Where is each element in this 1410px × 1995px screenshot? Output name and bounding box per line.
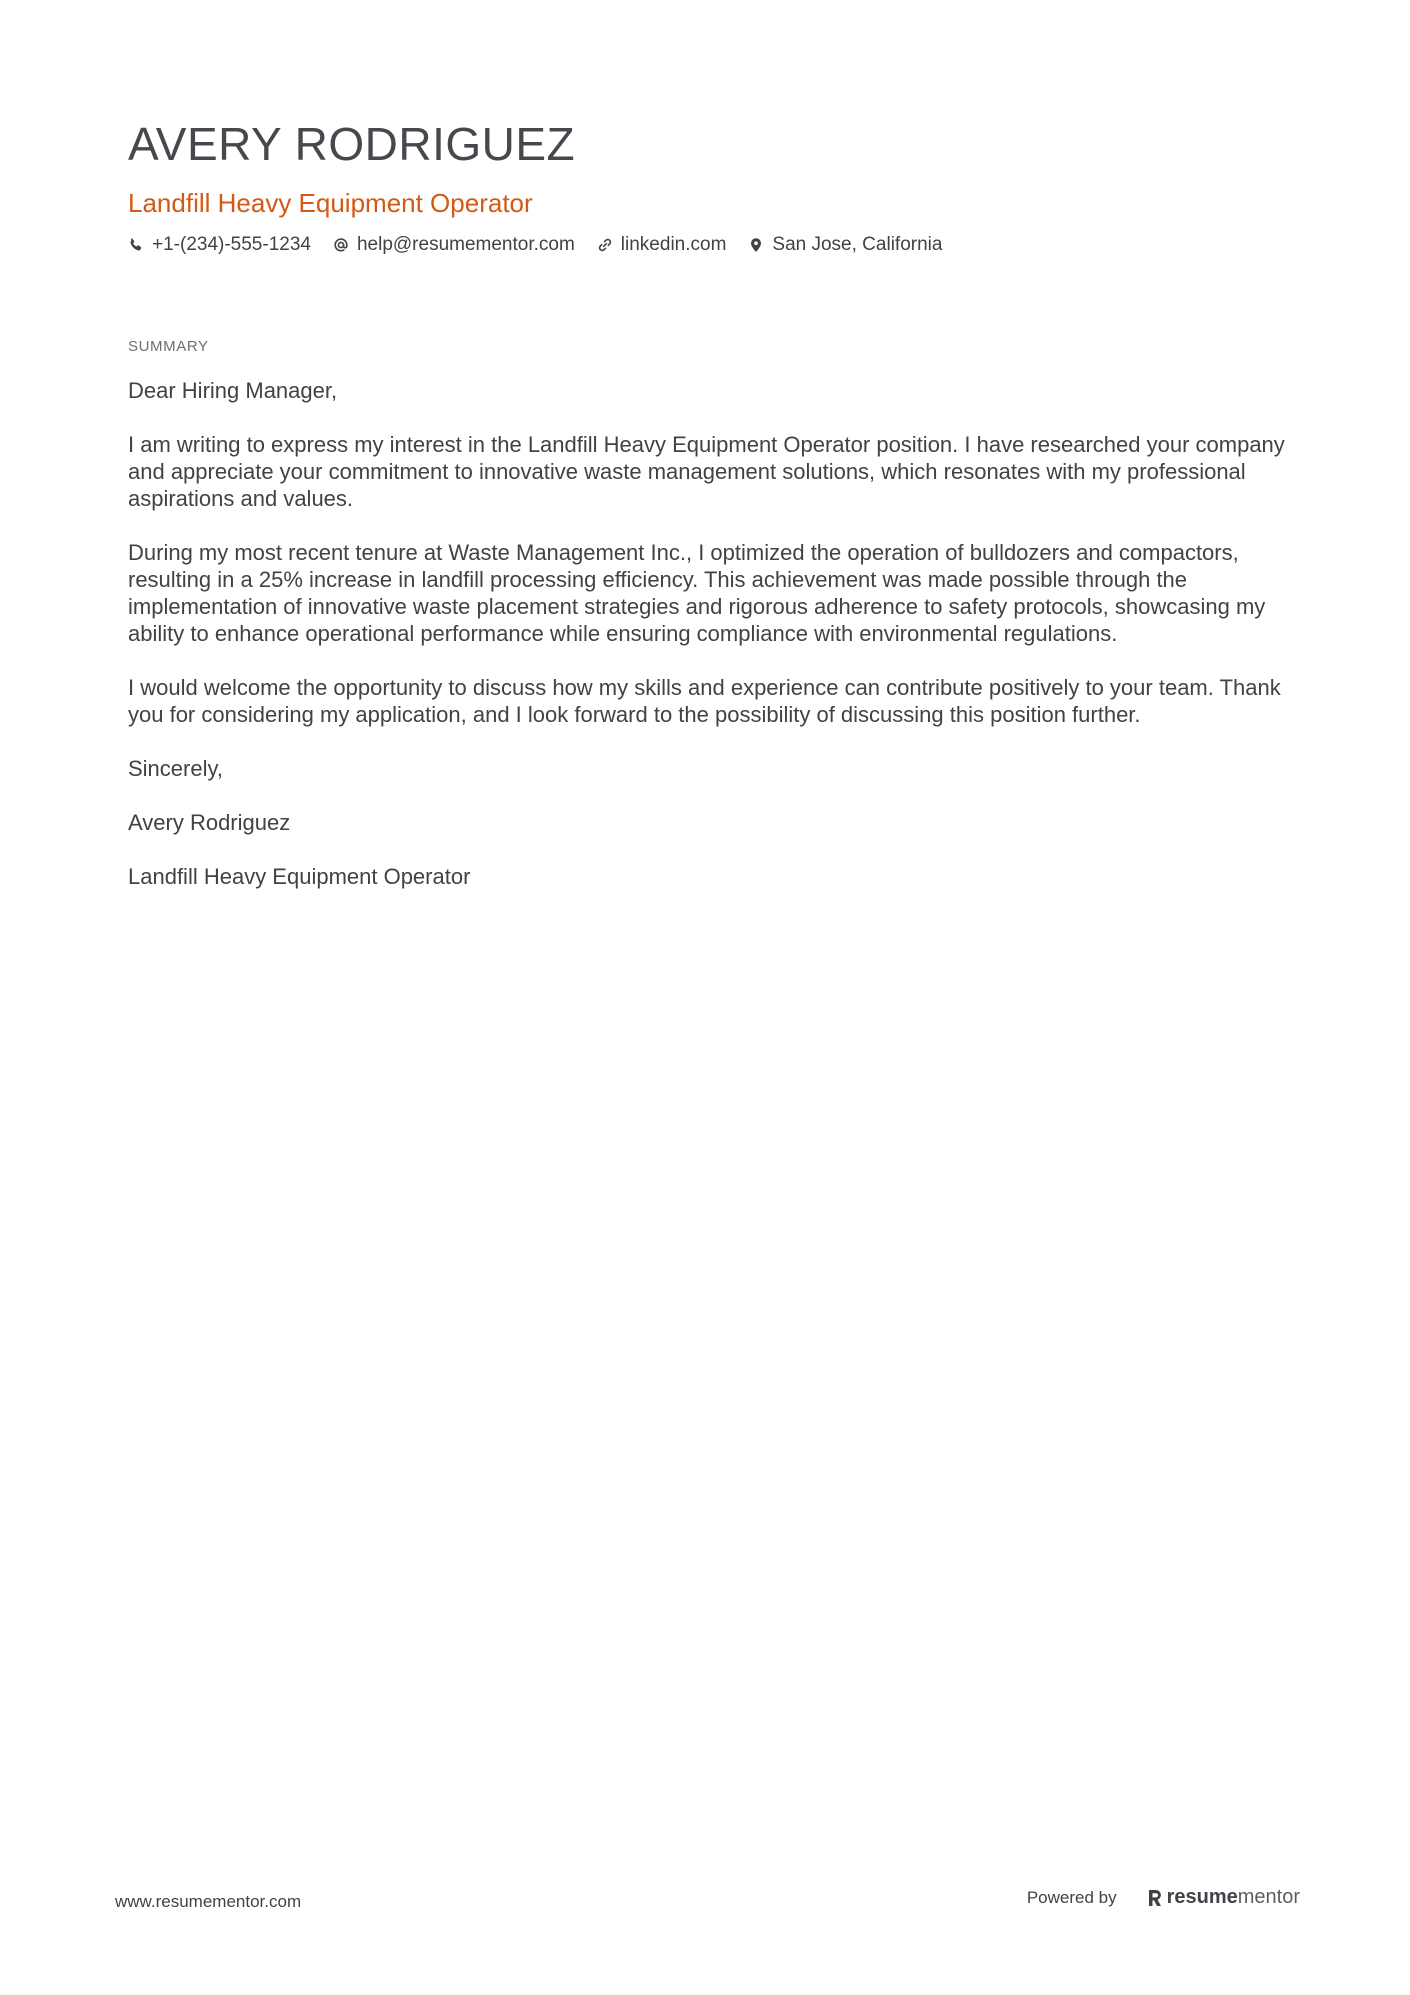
phone-text: +1-(234)-555-1234 bbox=[152, 234, 311, 255]
at-icon bbox=[333, 237, 349, 253]
candidate-name: AVERY RODRIGUEZ bbox=[128, 118, 576, 170]
linkedin-text: linkedin.com bbox=[620, 234, 727, 255]
contact-phone bbox=[128, 232, 311, 258]
contact-email bbox=[333, 232, 575, 258]
job-title: Landfill Heavy Equipment Operator bbox=[128, 188, 533, 218]
location-text: San Jose, California bbox=[772, 234, 943, 255]
salutation: Dear Hiring Manager, bbox=[128, 378, 338, 403]
contact-info bbox=[128, 232, 1288, 258]
footer-powered-by bbox=[1027, 1886, 1300, 1909]
letter-body bbox=[128, 338, 1298, 917]
email-text: help@resumementor.com bbox=[356, 234, 575, 255]
resumementor-logo-icon bbox=[1147, 1888, 1163, 1908]
paragraph-closing: I would welcome the opportunity to discuss how my skills and experience can contribute positively to your team. Thank you for considering my application, and I look forward to the possibility of discussing this position further. bbox=[128, 675, 1281, 727]
signature-name: Avery Rodriguez bbox=[128, 810, 291, 835]
location-pin-icon bbox=[748, 237, 764, 253]
brand-light-text: mentor bbox=[1237, 1886, 1300, 1908]
sign-off: Sincerely, bbox=[128, 756, 223, 781]
contact-location bbox=[748, 232, 942, 258]
brand-bold-text: resume bbox=[1166, 1886, 1238, 1908]
paragraph-intro: I am writing to express my interest in the Landfill Heavy Equipment Operator position. I have researched your company and appreciate your commitment to innovative waste management solutions, which resonates with my professional aspirations and values. bbox=[128, 432, 1285, 511]
footer-website[interactable]: www.resumementor.com bbox=[115, 1892, 302, 1911]
link-icon bbox=[597, 237, 613, 253]
signature-title: Landfill Heavy Equipment Operator bbox=[128, 864, 471, 889]
phone-icon bbox=[128, 237, 144, 253]
paragraph-experience: During my most recent tenure at Waste Management Inc., I optimized the operation of bulldozers and compactors, resulting in a 25% increase in landfill processing efficiency. This achievement was made possible through the implementation of innovative waste placement strategies and rigorous adherence to safety protocols, showcasing my ability to enhance operational performance while ensuring compliance with environmental regulations. bbox=[128, 540, 1266, 646]
contact-linkedin bbox=[597, 232, 727, 258]
header bbox=[128, 112, 1288, 258]
resumementor-logo[interactable] bbox=[1147, 1886, 1300, 1909]
powered-by-label: Powered by bbox=[1026, 1887, 1117, 1907]
section-label-summary: SUMMARY bbox=[128, 338, 209, 355]
